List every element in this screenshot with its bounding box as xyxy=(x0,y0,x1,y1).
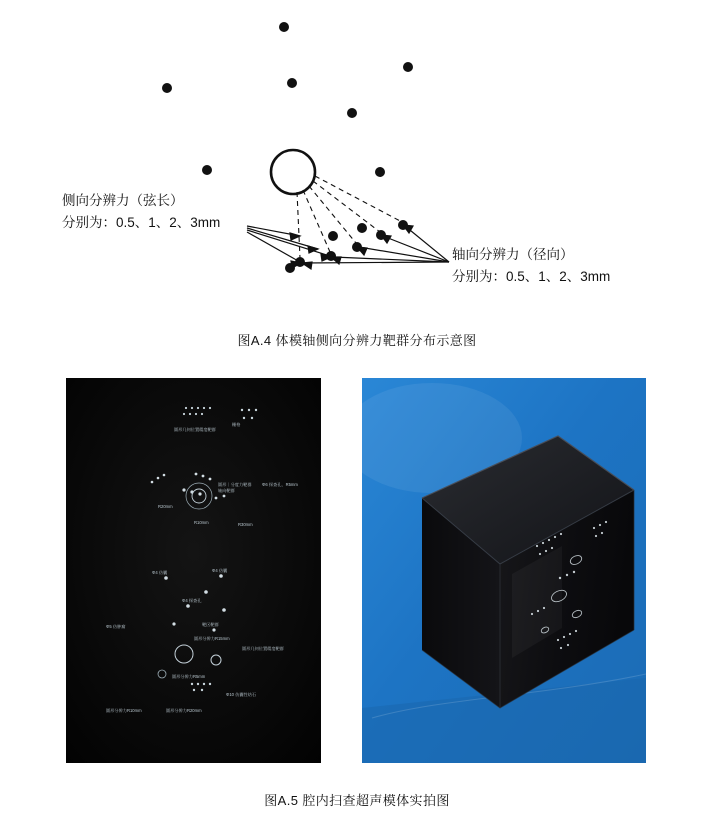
annotation-axial-resolution-line1: 轴向分辨力（径向） xyxy=(452,247,574,262)
figure-a4 xyxy=(0,0,714,330)
leader-lines-left xyxy=(247,226,331,268)
annotation-axial-resolution-line2: 分别为：0.5、1、2、3mm xyxy=(452,269,611,284)
fan-dashed-lines xyxy=(297,176,402,258)
us-label: Φ10 仿囊性结石 xyxy=(226,692,257,697)
annotation-lateral-resolution-line2: 分别为：0.5、1、2、3mm xyxy=(62,215,221,230)
target-dots-lower xyxy=(285,220,408,273)
us-label: 圆形分辨力R5mm xyxy=(172,674,206,679)
annotation-lateral-resolution-line1: 侧向分辨力（弦长） xyxy=(62,193,184,208)
us-label: 圆形分辨力R15mm xyxy=(194,636,230,641)
us-label: Φ4 仿囊 xyxy=(152,570,168,575)
annotation-lateral-resolution xyxy=(62,190,220,234)
us-label: Φ4 探查孔 xyxy=(182,598,202,603)
figure-a5 xyxy=(0,378,714,763)
us-label: 圆形｜分度力靶群 xyxy=(218,482,252,487)
us-label: 靶区靶群 xyxy=(202,622,219,627)
figure-a4-caption: 图A.4 体模轴侧向分辨力靶群分布示意图 xyxy=(237,333,477,348)
us-label: 圆形几何位置精度靶群 xyxy=(242,646,284,651)
us-label: Φ4 仿囊 xyxy=(212,568,228,573)
us-label: 圆形分辨力R10mm xyxy=(106,708,142,713)
us-label: Φ5 仿肿瘤 xyxy=(106,624,126,629)
us-label: 轴向靶群 xyxy=(218,488,235,493)
target-dots-upper xyxy=(162,22,413,177)
phantom-photo-graphic xyxy=(362,378,646,763)
us-label: 圆形分辨力R20mm xyxy=(166,708,202,713)
phantom-photograph xyxy=(362,378,646,763)
us-label: R20mm xyxy=(158,504,173,509)
us-label: R10mm xyxy=(194,520,209,525)
leader-lines-right xyxy=(302,225,449,269)
annotation-axial-resolution xyxy=(452,244,610,288)
ultrasound-scan-graphic xyxy=(66,378,321,763)
ultrasound-scan-image xyxy=(66,378,321,763)
figure-a5-caption: 图A.5 腔内扫查超声模体实拍图 xyxy=(264,793,450,808)
us-label: Φ6 探查孔、R5mm xyxy=(262,482,298,487)
us-label: 栅格 xyxy=(232,422,241,427)
us-label: 圆形几何位置精度靶群 xyxy=(174,427,216,432)
us-label: R30mm xyxy=(238,522,253,527)
probe-circle xyxy=(271,150,315,194)
